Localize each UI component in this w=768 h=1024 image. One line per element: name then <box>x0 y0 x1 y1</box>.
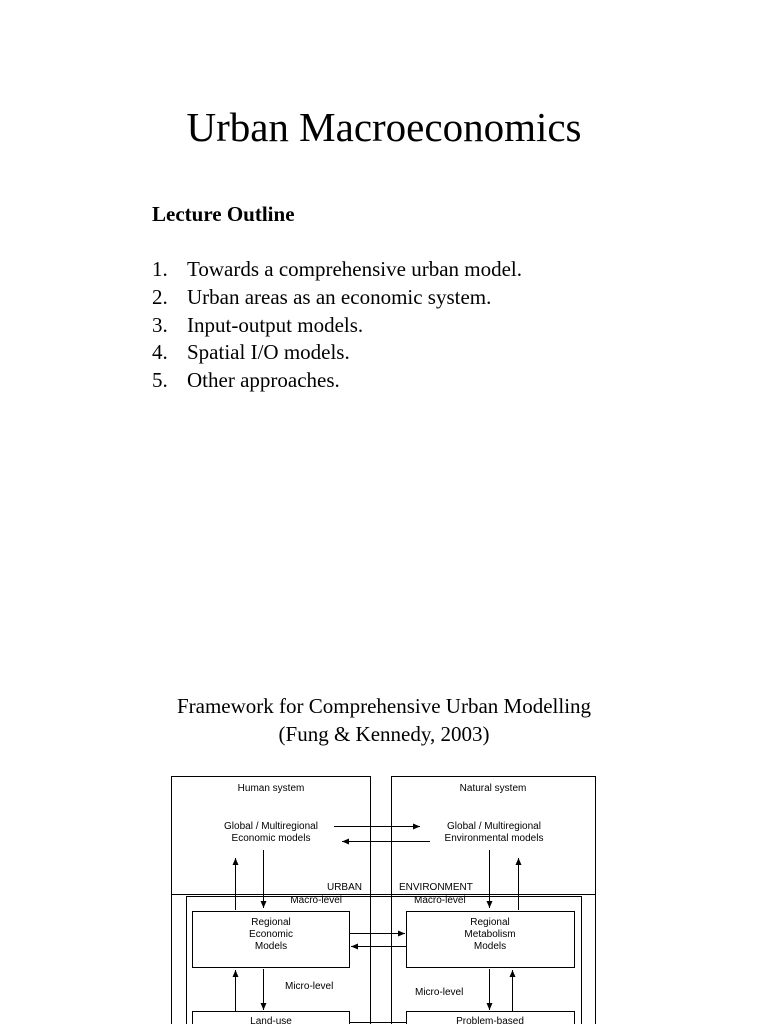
outline-heading: Lecture Outline <box>152 202 295 226</box>
figure-caption-citation: (Fung & Kennedy, 2003) <box>278 722 490 746</box>
list-item <box>152 284 522 312</box>
list-item <box>152 312 522 340</box>
list-item-text: Towards a comprehensive urban model. <box>187 257 523 281</box>
outline-list <box>152 256 522 395</box>
global-environmental-models-label: Environmental models <box>444 833 544 844</box>
regional-economic-models-label: Regional <box>251 917 291 928</box>
regional-metabolism-models-label: Metabolism <box>464 929 516 940</box>
macro-level-right-label: Macro-level <box>414 895 466 906</box>
list-item-number: 5. <box>152 368 168 393</box>
framework-diagram-svg <box>0 760 768 1024</box>
human-system-label: Human system <box>237 783 305 794</box>
slide-title: Urban Macroeconomics <box>186 104 582 150</box>
list-item-text: Other approaches. <box>187 368 340 393</box>
global-environmental-models-label: Global / Multiregional <box>447 821 541 832</box>
regional-metabolism-models-label: Regional <box>470 917 510 928</box>
list-item-text: Urban areas as an economic system. <box>187 284 492 309</box>
list-item <box>152 339 522 367</box>
list-item-text: Spatial I/O models. <box>187 340 350 365</box>
list-item <box>152 367 522 395</box>
micro-level-left-label: Micro-level <box>285 981 334 992</box>
list-item-number: 4. <box>152 340 168 365</box>
regional-economic-models-label: Models <box>254 941 288 952</box>
figure-caption <box>0 692 768 748</box>
land-use-label: Land-use <box>250 1016 292 1024</box>
list-item-number: 1. <box>152 257 168 281</box>
framework-diagram <box>0 760 768 1024</box>
environment-label: ENVIRONMENT <box>399 882 473 893</box>
list-item-number: 2. <box>152 284 168 309</box>
urban-label: URBAN <box>326 882 362 893</box>
figure-caption-title: Framework for Comprehensive Urban Modelling <box>176 694 592 718</box>
list-item-text: Input-output models. <box>187 312 364 337</box>
global-economic-models-label: Global / Multiregional <box>224 821 318 832</box>
regional-metabolism-models-label: Models <box>473 941 507 952</box>
macro-level-left-label: Macro-level <box>290 895 342 906</box>
natural-system-label: Natural system <box>459 783 527 794</box>
list-item <box>152 256 522 284</box>
list-item-number: 3. <box>152 312 168 337</box>
regional-economic-models-label: Economic <box>249 929 293 940</box>
problem-based-label: Problem-based <box>456 1016 524 1024</box>
global-economic-models-label: Economic models <box>231 833 311 844</box>
micro-level-right-label: Micro-level <box>415 987 464 998</box>
